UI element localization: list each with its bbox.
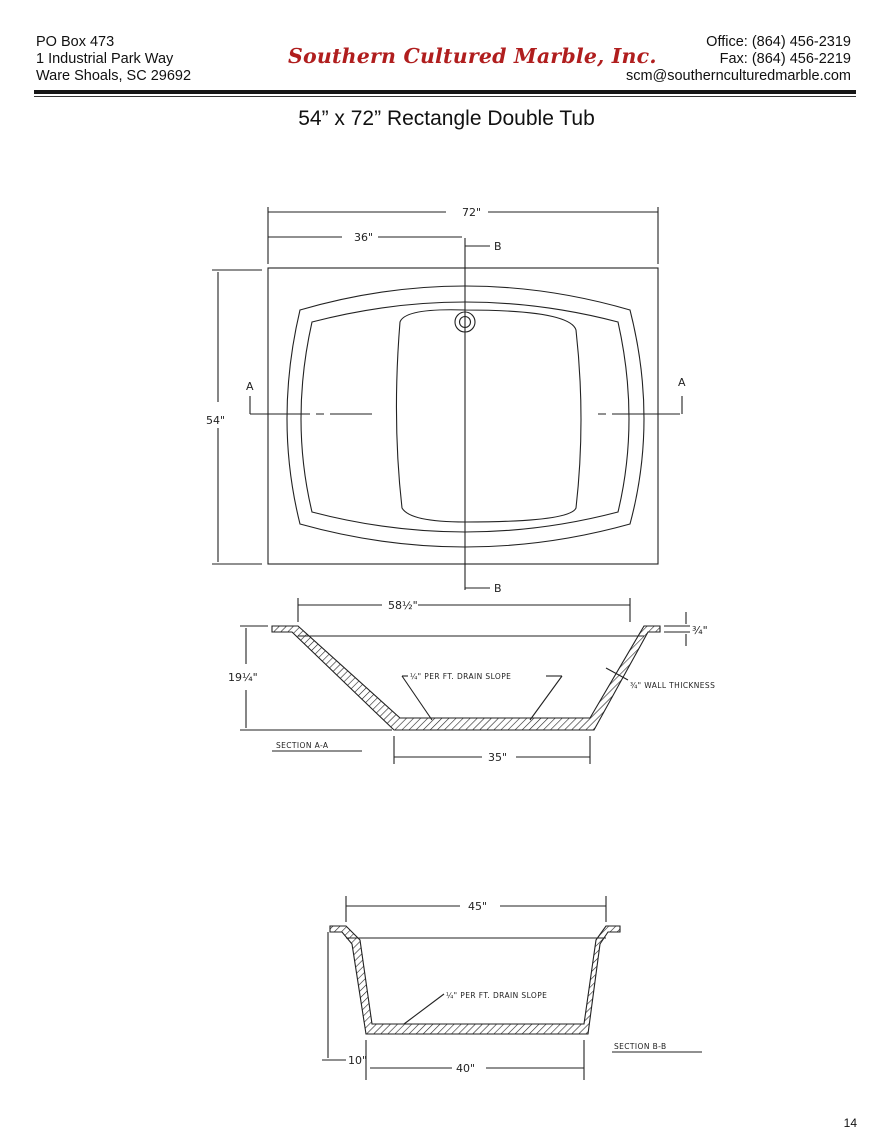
section-bb-label: SECTION B-B <box>614 1042 667 1051</box>
section-bb-bottom-width: 40" <box>456 1062 476 1075</box>
address-line-2: 1 Industrial Park Way <box>36 51 174 67</box>
section-aa-slope-note: ¼" PER FT. DRAIN SLOPE <box>410 672 512 681</box>
section-aa-rim: ¾" <box>692 624 708 637</box>
address-line-1: PO Box 473 <box>36 34 115 50</box>
plan-view <box>212 207 682 590</box>
section-mark-b-bottom: B <box>494 582 502 595</box>
section-aa-top-width: 58½" <box>388 599 418 612</box>
fax-number: Fax: (864) 456-2219 <box>719 51 851 67</box>
section-mark-b-top: B <box>494 240 502 253</box>
section-bb-offset: 10" <box>348 1054 368 1067</box>
page-title: 54” x 72” Rectangle Double Tub <box>298 107 595 130</box>
email-address[interactable]: scm@southernculturedmarble.com <box>625 68 851 84</box>
section-aa-bottom-width: 35" <box>488 751 508 764</box>
section-aa-depth: 19¼" <box>228 671 258 684</box>
plan-height-dim: 54" <box>206 414 226 427</box>
plan-width-dim: 72" <box>462 206 482 219</box>
section-bb-slope-note: ¼" PER FT. DRAIN SLOPE <box>446 991 548 1000</box>
section-bb-shell <box>330 926 620 1034</box>
section-bb-view <box>322 896 702 1080</box>
address-line-3: Ware Shoals, SC 29692 <box>36 68 192 84</box>
section-mark-a-left: A <box>246 380 254 393</box>
plan-half-width-dim: 36" <box>354 231 374 244</box>
tub-basin-floor <box>396 310 581 522</box>
page-number: 14 <box>843 1116 857 1130</box>
section-aa-view <box>240 598 690 764</box>
section-bb-top-width: 45" <box>468 900 488 913</box>
section-mark-a-right: A <box>678 376 686 389</box>
section-aa-wall-note: ¾" WALL THICKNESS <box>630 681 716 690</box>
office-phone: Office: (864) 456-2319 <box>706 34 851 50</box>
company-name: Southern Cultured Marble, Inc. <box>288 44 657 68</box>
section-aa-label: SECTION A-A <box>276 741 329 750</box>
